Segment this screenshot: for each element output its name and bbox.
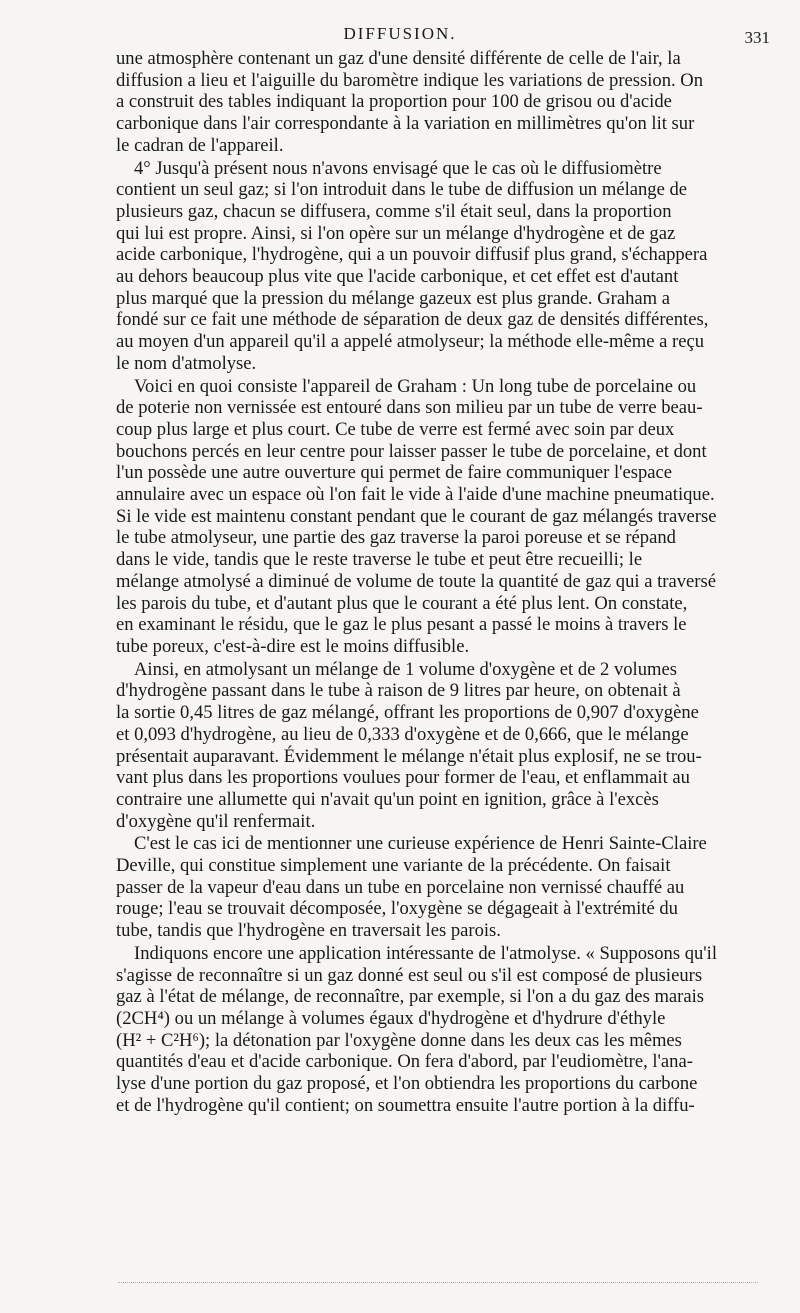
text-line: Deville, qui constitue simplement une variante de la précédente. On faisait <box>116 855 671 877</box>
paragraph-4 <box>116 659 768 833</box>
paragraph-3 <box>116 376 768 658</box>
text-line: au moyen d'un appareil qu'il a appelé atmolyseur; la méthode elle-même a reçu <box>116 331 705 353</box>
text-line: acide carbonique, l'hydrogène, qui a un pouvoir diffusif plus grand, s'échappera <box>116 244 708 266</box>
paragraph-1 <box>116 48 768 157</box>
text-line: qui lui est propre. Ainsi, si l'on opère sur un mélange d'hydrogène et de gaz <box>116 222 676 244</box>
text-line: a construit des tables indiquant la proportion pour 100 de grisou ou d'acide <box>116 91 672 113</box>
text-line: d'oxygène qu'il renfermait. <box>116 810 316 832</box>
running-title: DIFFUSION. <box>343 24 457 43</box>
text-line: Indiquons encore une application intéressante de l'atmolyse. « Supposons qu'il <box>134 942 717 964</box>
text-line: quantités d'eau et d'acide carbonique. On fera d'abord, par l'eudiomètre, l'ana- <box>116 1051 693 1073</box>
text-line: (H² + C²H⁶); la détonation par l'oxygène donne dans les deux cas les mêmes <box>116 1029 682 1051</box>
text-line: une atmosphère contenant un gaz d'une densité différente de celle de l'air, la <box>116 48 681 69</box>
text-line: gaz à l'état de mélange, de reconnaître, par exemple, si l'on a du gaz des marais <box>116 986 705 1008</box>
text-line: au dehors beaucoup plus vite que l'acide carbonique, et cet effet est d'autant <box>116 266 679 288</box>
text-line: lyse d'une portion du gaz proposé, et l'on obtiendra les proportions du carbone <box>116 1073 698 1095</box>
text-line: d'hydrogène passant dans le tube à raison de 9 litres par heure, on obtenait à <box>116 680 681 702</box>
text-line: Ainsi, en atmolysant un mélange de 1 volume d'oxygène et de 2 volumes <box>134 658 677 680</box>
text-line: bouchons percés en leur centre pour laisser passer le tube de porcelaine, et dont <box>116 440 707 462</box>
text-line: présentait auparavant. Évidemment le mélange n'était plus explosif, ne se trou- <box>116 745 702 767</box>
text-line: C'est le cas ici de mentionner une curieuse expérience de Henri Sainte-Claire <box>134 833 707 855</box>
text-line: contraire une allumette qui n'avait qu'un point en ignition, grâce à l'excès <box>116 788 659 810</box>
text-line: et 0,093 d'hydrogène, au lieu de 0,333 d'oxygène et de 0,666, que le mélange <box>116 723 689 745</box>
text-line: Si le vide est maintenu constant pendant que le courant de gaz mélangés traverse <box>116 505 717 527</box>
text-line: mélange atmolysé a diminué de volume de toute la quantité de gaz qui a traversé <box>116 570 716 592</box>
text-line: fondé sur ce fait une méthode de séparation de deux gaz de densités différentes, <box>116 309 709 331</box>
text-line: rouge; l'eau se trouvait décomposée, l'oxygène se dégageait à l'extrémité du <box>116 898 678 920</box>
paragraph-2 <box>116 158 768 375</box>
text-line: tube poreux, c'est-à-dire est le moins diffusible. <box>116 635 470 657</box>
bottom-bleed-line <box>118 1282 758 1283</box>
text-line: le cadran de l'appareil. <box>116 134 284 156</box>
page-number: 331 <box>744 28 770 47</box>
text-line: vant plus dans les proportions voulues pour former de l'eau, et enflammait au <box>116 767 690 789</box>
text-line: 4° Jusqu'à présent nous n'avons envisagé que le cas où le diffusiomètre <box>134 157 662 179</box>
text-line: annulaire avec un espace où l'on fait le vide à l'aide d'une machine pneumatique. <box>116 484 715 506</box>
text-line: diffusion a lieu et l'aiguille du baromètre indique les variations de pression. On <box>116 69 704 91</box>
text-line: le nom d'atmolyse. <box>116 352 257 374</box>
text-line: en examinant le résidu, que le gaz le plus pesant a passé le moins à travers le <box>116 614 687 636</box>
text-line: de poterie non vernissée est entouré dans son milieu par un tube de verre beau- <box>116 397 703 419</box>
text-line: dans le vide, tandis que le reste traverse le tube et peut être recueilli; le <box>116 549 643 571</box>
text-line: et de l'hydrogène qu'il contient; on soumettra ensuite l'autre portion à la diffu- <box>116 1094 695 1116</box>
text-line: contient un seul gaz; si l'on introduit dans le tube de diffusion un mélange de <box>116 179 688 201</box>
body-text <box>116 48 768 1116</box>
text-line: (2CH⁴) ou un mélange à volumes égaux d'hydrogène et d'hydrure d'éthyle <box>116 1007 666 1029</box>
paragraph-6 <box>116 943 768 1117</box>
text-line: la sortie 0,45 litres de gaz mélangé, offrant les proportions de 0,907 d'oxygène <box>116 702 699 724</box>
text-line: Voici en quoi consiste l'appareil de Graham : Un long tube de porcelaine ou <box>134 375 697 397</box>
text-line: carbonique dans l'air correspondante à la variation en millimètres qu'on lit sur <box>116 113 695 135</box>
text-line: coup plus large et plus court. Ce tube de verre est fermé avec soin par deux <box>116 418 675 440</box>
text-line: plus marqué que la pression du mélange gazeux est plus grande. Graham a <box>116 287 671 309</box>
text-line: l'un possède une autre ouverture qui permet de faire communiquer l'espace <box>116 462 673 484</box>
paragraph-5 <box>116 833 768 942</box>
text-line: s'agisse de reconnaître si un gaz donné est seul ou s'il est composé de plusieurs <box>116 964 703 986</box>
text-line: les parois du tube, et d'autant plus que le courant a été plus lent. On constate, <box>116 592 688 614</box>
text-line: plusieurs gaz, chacun se diffusera, comme s'il était seul, dans la proportion <box>116 200 672 222</box>
text-line: le tube atmolyseur, une partie des gaz traverse la paroi poreuse et se répand <box>116 527 676 549</box>
text-line: passer de la vapeur d'eau dans un tube en porcelaine non vernissé chauffé au <box>116 876 685 898</box>
text-line: tube, tandis que l'hydrogène en traversait les parois. <box>116 920 501 942</box>
